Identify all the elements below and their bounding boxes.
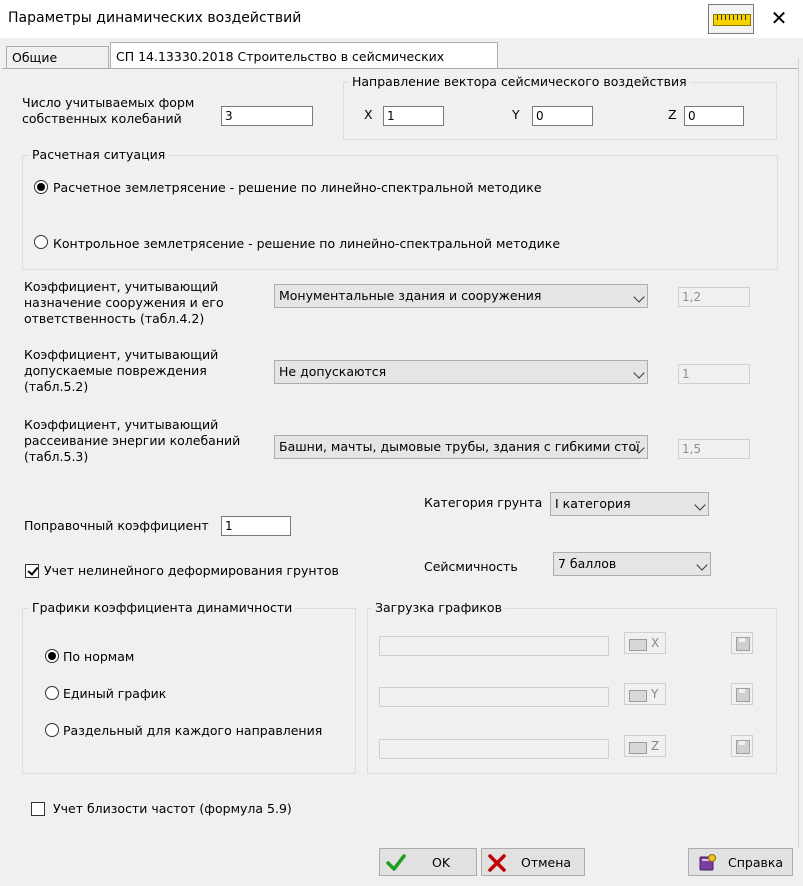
close-icon: ✕ (770, 6, 788, 30)
load-graph-z-label: Z (651, 739, 660, 753)
graph-y-path (379, 687, 609, 707)
tab-sp-seismic[interactable] (110, 42, 498, 69)
save-icon (736, 688, 750, 702)
y-input[interactable]: 0 (532, 106, 593, 126)
cancel-x-icon (488, 854, 506, 872)
graphs-legend: Графики коэффициента динамичности (29, 600, 295, 615)
save-graph-x-button[interactable] (731, 632, 753, 654)
situation-group (22, 155, 778, 270)
check-icon (386, 854, 406, 872)
coef-dissipation-value: Башни, мачты, дымовые трубы, здания с гибкими стої (279, 439, 640, 454)
save-graph-z-button[interactable] (731, 735, 753, 757)
forms-input[interactable]: 3 (221, 106, 313, 126)
load-graph-x-label: X (651, 636, 660, 650)
folder-icon (629, 639, 647, 651)
graphs-norms-radio[interactable] (45, 649, 59, 663)
nonlinear-label[interactable]: Учет нелинейного деформирования грунтов (44, 563, 339, 578)
coef-dissipation-label: Коэффициент, учитывающий рассеивание энергии колебаний (табл.5.3) (24, 417, 241, 464)
soil-value: I категория (555, 496, 631, 511)
graphs-single-radio[interactable] (45, 686, 59, 700)
load-graph-y-button[interactable] (624, 683, 666, 705)
load-graph-z-button[interactable] (624, 735, 666, 757)
soil-select[interactable] (550, 492, 709, 516)
tab-general-label: Общие (12, 50, 58, 65)
ok-button[interactable] (379, 848, 477, 876)
coef-purpose-value: Монументальные здания и сооружения (279, 288, 542, 303)
coef-damage-select[interactable] (274, 360, 648, 384)
coef-purpose-value-field: 1,2 (678, 287, 750, 307)
chevron-down-icon (633, 367, 644, 378)
cancel-button[interactable] (481, 848, 585, 876)
graphs-single-label[interactable]: Единый график (63, 686, 167, 701)
graph-x-path (379, 636, 609, 656)
graphs-separate-radio[interactable] (45, 723, 59, 737)
direction-legend: Направление вектора сейсмического воздействия (349, 74, 690, 89)
loading-legend: Загрузка графиков (372, 600, 505, 615)
folder-icon (629, 742, 647, 754)
y-label: Y (512, 107, 520, 122)
z-input[interactable]: 0 (684, 106, 744, 126)
correction-input[interactable]: 1 (221, 516, 291, 536)
seismicity-label: Сейсмичность (424, 559, 518, 574)
control-earthquake-radio[interactable] (34, 235, 48, 249)
ruler-icon (713, 14, 751, 26)
help-book-icon (697, 853, 717, 873)
coef-dissipation-select[interactable] (274, 435, 648, 459)
folder-icon (629, 690, 647, 702)
window-title: Параметры динамических воздействий (8, 10, 302, 26)
chevron-down-icon (633, 291, 644, 302)
coef-damage-label: Коэффициент, учитывающий допускаемые повреждения (табл.5.2) (24, 347, 219, 394)
coef-damage-value: Не допускаются (279, 364, 387, 379)
design-earthquake-radio[interactable] (34, 180, 48, 194)
help-label: Справка (728, 855, 784, 870)
graph-z-path (379, 739, 609, 759)
proximity-checkbox[interactable] (31, 802, 45, 816)
close-button[interactable] (764, 4, 794, 34)
coef-purpose-label: Коэффициент, учитывающий назначение сооружения и его ответственность (табл.4.2) (24, 279, 224, 326)
x-input[interactable]: 1 (383, 106, 444, 126)
tab-general[interactable] (6, 46, 109, 68)
nonlinear-checkbox[interactable] (25, 564, 39, 578)
seismicity-select[interactable] (553, 552, 711, 576)
ruler-button[interactable] (708, 4, 754, 34)
graphs-norms-label[interactable]: По нормам (63, 649, 135, 664)
correction-label: Поправочный коэффициент (24, 518, 209, 533)
chevron-down-icon (694, 499, 705, 510)
tab-sp-seismic-label: СП 14.13330.2018 Строительство в сейсмических (116, 49, 445, 64)
coef-damage-value-field: 1 (678, 364, 750, 384)
coef-purpose-select[interactable] (274, 284, 648, 308)
x-label: X (364, 107, 373, 122)
coef-dissipation-value-field: 1,5 (678, 439, 750, 459)
load-graph-x-button[interactable] (624, 632, 666, 654)
control-earthquake-label[interactable]: Контрольное землетрясение - решение по линейно-спектральной методике (53, 236, 561, 251)
cancel-label: Отмена (521, 855, 572, 870)
forms-label: Число учитываемых форм собственных колебаний (22, 95, 195, 126)
load-graph-y-label: Y (651, 687, 659, 701)
graphs-separate-label[interactable]: Раздельный для каждого направления (63, 723, 323, 738)
save-icon (736, 637, 750, 651)
save-graph-y-button[interactable] (731, 683, 753, 705)
window-edge (798, 58, 803, 848)
save-icon (736, 740, 750, 754)
design-earthquake-label[interactable]: Расчетное землетрясение - решение по линейно-спектральной методике (53, 180, 542, 195)
proximity-label[interactable]: Учет близости частот (формула 5.9) (53, 801, 292, 816)
situation-legend: Расчетная ситуация (29, 147, 168, 162)
ok-label: OK (432, 855, 451, 870)
chevron-down-icon (696, 559, 707, 570)
z-label: Z (668, 107, 677, 122)
help-button[interactable] (688, 848, 793, 876)
soil-label: Категория грунта (424, 495, 543, 510)
seismicity-value: 7 баллов (558, 556, 617, 571)
